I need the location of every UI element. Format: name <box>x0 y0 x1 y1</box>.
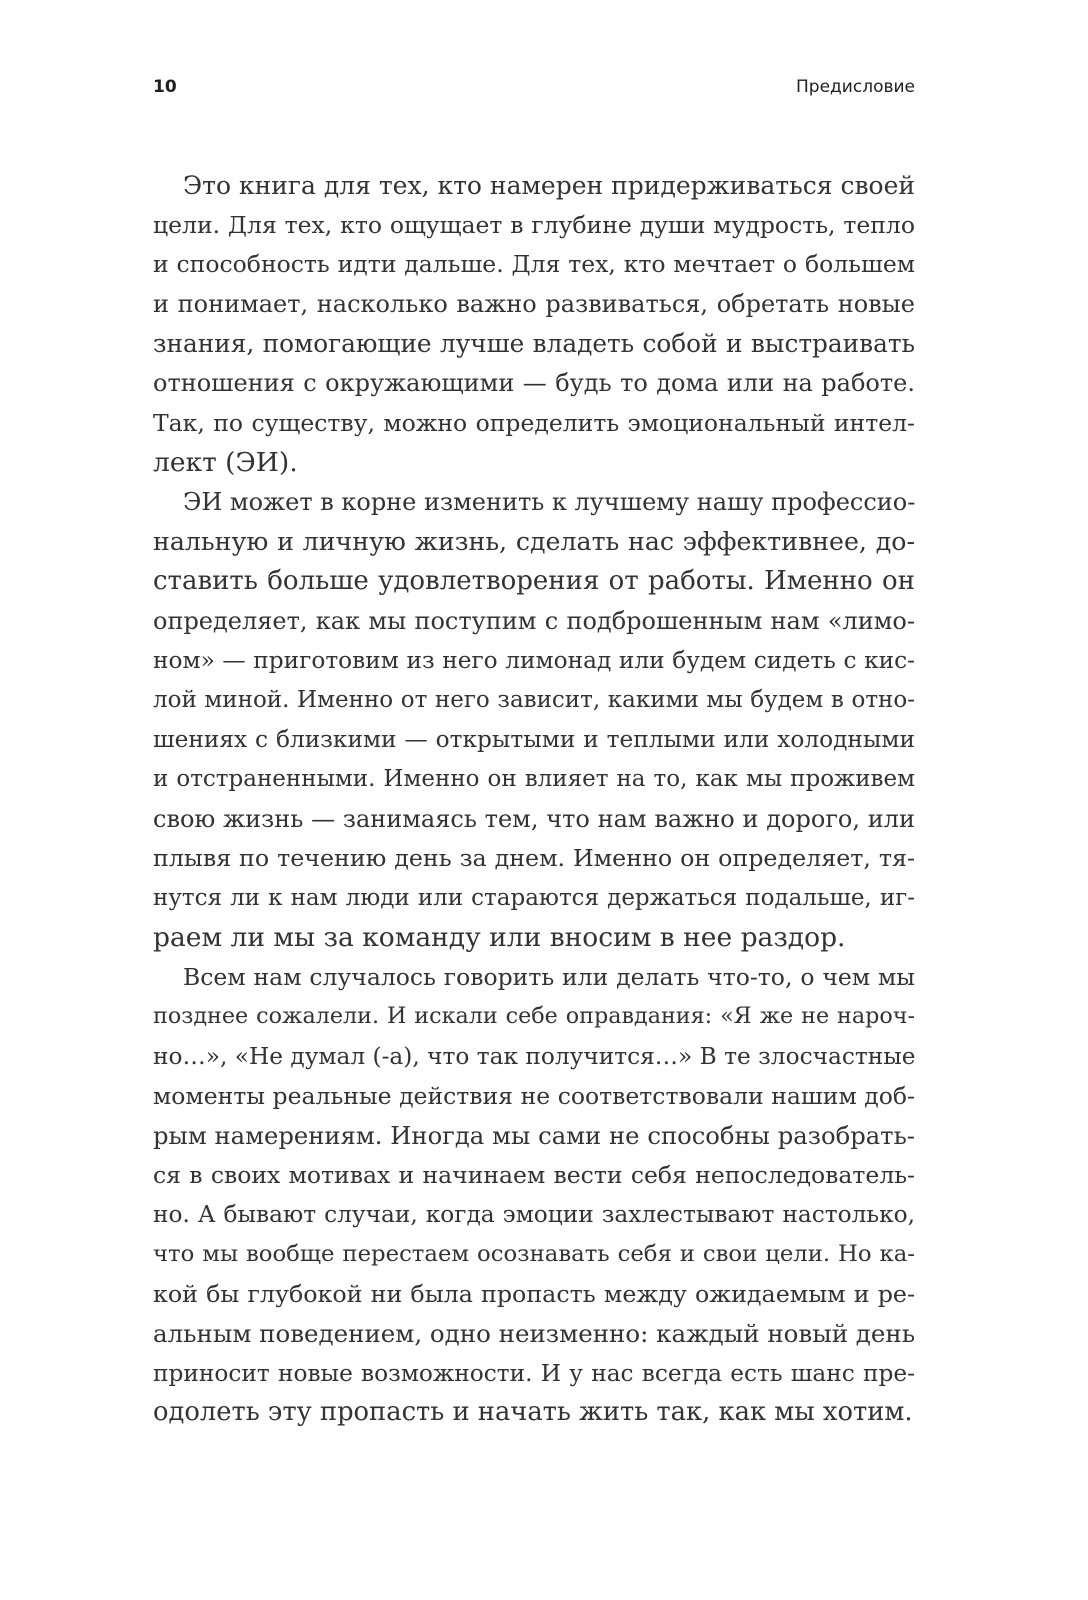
text-line: отношения с окружающими — будь то дома или на работе. <box>153 368 915 397</box>
body-text <box>153 166 915 1433</box>
text-line: и понимает, насколько важно развиваться, обретать новые <box>153 289 915 318</box>
text-line: и отстраненными. Именно он влияет на то, как мы проживем <box>153 765 915 792</box>
text-line: кой бы глубокой ни была пропасть между ожидаемым и ре- <box>153 1279 915 1308</box>
text-line: лой миной. Именно от него зависит, какими мы будем в отно- <box>153 686 915 713</box>
text-line: ЭИ может в корне изменить к лучшему нашу профессио- <box>183 487 916 516</box>
text-line: Всем нам случалось говорить или делать что-то, о чем мы <box>183 962 915 991</box>
paragraph-1 <box>153 166 915 483</box>
text-line: плывя по течению день за днем. Именно он определяет, тя- <box>153 844 915 873</box>
text-line: одолеть эту пропасть и начать жить так, как мы хотим. <box>153 1397 913 1428</box>
text-line: ся в своих мотивах и начинаем вести себя непоследователь- <box>153 1160 915 1189</box>
text-line: шениях с близкими — открытыми и теплыми или холодными <box>153 726 915 754</box>
text-line: свою жизнь — занимаясь тем, что нам важно и дорого, или <box>153 804 915 833</box>
text-line: Это книга для тех, кто намерен придерживаться своей <box>183 171 916 200</box>
paragraph-2 <box>153 483 915 958</box>
text-line: моменты реальные действия не соответствовали нашим доб- <box>153 1081 915 1110</box>
text-line: нальную и личную жизнь, сделать нас эффективнее, до- <box>153 527 915 557</box>
text-line: раем ли мы за команду или вносим в нее раздор. <box>153 922 846 954</box>
text-line: приносит новые возможности. И у нас всегда есть шанс пре- <box>153 1359 915 1387</box>
text-line: рым намерениям. Иногда мы сами не способны разобрать- <box>153 1121 915 1151</box>
text-line: и способность идти дальше. Для тех, кто мечтает о большем <box>153 250 915 279</box>
text-line: позднее сожалели. И искали себе оправдания: «Я же не нароч- <box>153 1003 915 1030</box>
text-line: Так, по существу, можно определить эмоциональный интел- <box>153 408 915 437</box>
text-line: но. А бывают случаи, когда эмоции захлестывают настолько, <box>153 1201 915 1229</box>
text-line: ном» — приготовим из него лимонад или будем сидеть с кис- <box>153 647 915 675</box>
page-number: 10 <box>153 77 177 97</box>
text-line: знания, помогающие лучше владеть собой и выстраивать <box>153 329 915 359</box>
text-line: ставить больше удовлетворения от работы. Именно он <box>153 565 915 596</box>
text-line: цели. Для тех, кто ощущает в глубине души мудрость, тепло <box>153 210 915 239</box>
running-header <box>153 72 915 102</box>
text-line: определяет, как мы поступим с подброшенным нам «лимо- <box>153 606 915 635</box>
text-line: нутся ли к нам люди или стараются держаться подальше, иг- <box>153 884 915 911</box>
text-line: лект (ЭИ). <box>153 447 298 479</box>
text-line: альным поведением, одно неизменно: каждый новый день <box>153 1319 916 1349</box>
paragraph-3 <box>153 958 915 1433</box>
text-line: но…», «Не думал (-а), что так получится…» В те злосчастные <box>153 1043 916 1071</box>
text-line: что мы вообще перестаем осознавать себя и свои цели. Но ка- <box>153 1241 915 1268</box>
section-title: Предисловие <box>796 77 915 97</box>
